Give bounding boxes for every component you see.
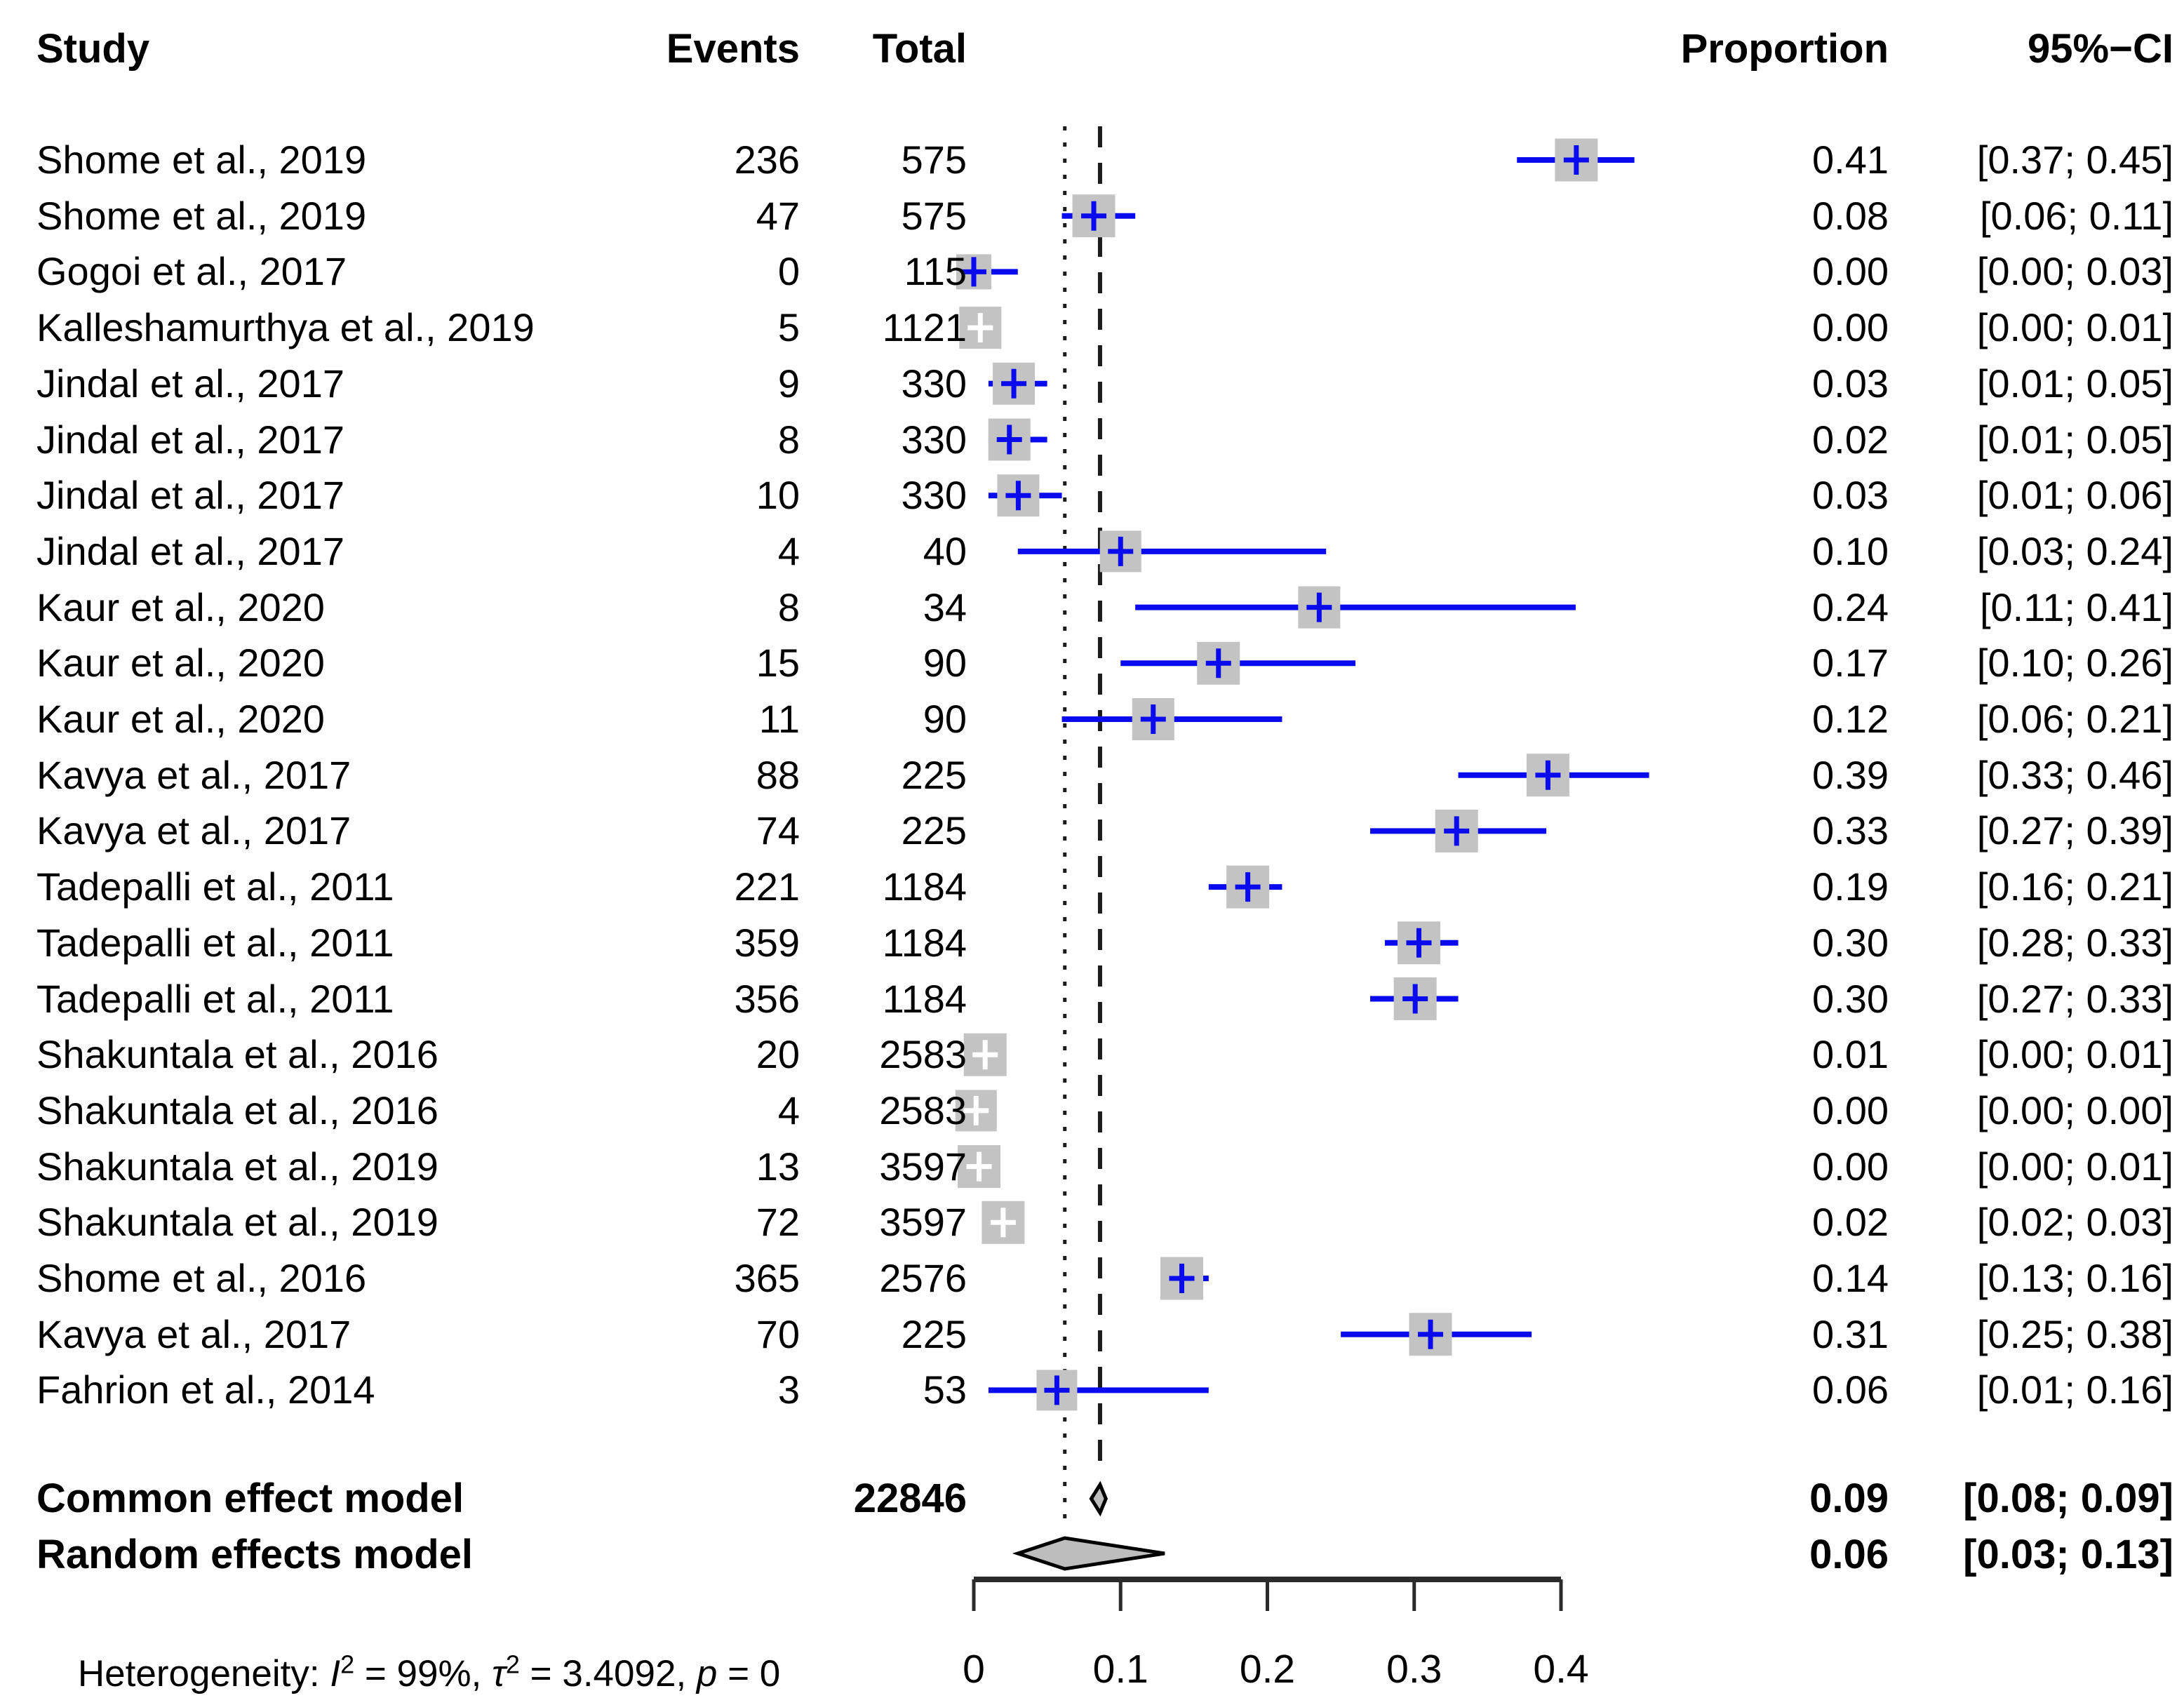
proportion-value: 0.00 [1812, 305, 1889, 350]
x-axis-tick-label: 0.1 [1092, 1647, 1148, 1692]
tau-squared-exponent: 2 [505, 1650, 520, 1679]
header-events: Events [666, 26, 800, 72]
header-proportion: Proportion [1680, 26, 1889, 72]
common-effect-proportion: 0.09 [1809, 1476, 1889, 1521]
total-value: 40 [923, 528, 967, 573]
events-value: 72 [756, 1200, 800, 1245]
study-label: Tadepalli et al., 2011 [36, 976, 394, 1021]
study-row [0, 1194, 2184, 1250]
heterogeneity-prefix: Heterogeneity: [77, 1653, 330, 1694]
proportion-value: 0.02 [1812, 1200, 1889, 1245]
study-label: Tadepalli et al., 2011 [36, 920, 394, 965]
ci-value: [0.28; 0.33] [1976, 920, 2173, 965]
total-value: 225 [901, 1311, 967, 1356]
header-ci: 95%−CI [2028, 26, 2173, 72]
column-header-row [0, 21, 2184, 77]
ci-value: [0.06; 0.11] [1979, 193, 2173, 238]
total-value: 225 [901, 752, 967, 797]
study-row [0, 580, 2184, 636]
events-value: 20 [756, 1032, 800, 1077]
proportion-value: 0.30 [1812, 920, 1889, 965]
study-label: Kaur et al., 2020 [36, 584, 325, 629]
total-value: 3597 [879, 1200, 967, 1245]
random-effects-label: Random effects model [36, 1532, 473, 1577]
events-value: 359 [734, 920, 800, 965]
study-row [0, 1250, 2184, 1306]
events-value: 88 [756, 752, 800, 797]
study-row [0, 691, 2184, 747]
study-row [0, 1362, 2184, 1418]
study-label: Jindal et al., 2017 [36, 473, 344, 518]
proportion-value: 0.12 [1812, 697, 1889, 741]
proportion-value: 0.33 [1812, 808, 1889, 853]
total-value: 2576 [879, 1256, 967, 1300]
common-effect-total: 22846 [853, 1476, 967, 1521]
ci-value: [0.02; 0.03] [1976, 1200, 2173, 1245]
events-value: 47 [756, 193, 800, 238]
x-axis-tick-label: 0 [963, 1647, 985, 1692]
events-value: 11 [758, 697, 800, 741]
total-value: 3597 [879, 1144, 967, 1189]
study-label: Fahrion et al., 2014 [36, 1368, 375, 1412]
study-label: Jindal et al., 2017 [36, 417, 344, 462]
events-value: 221 [734, 864, 800, 909]
study-label: Jindal et al., 2017 [36, 528, 344, 573]
events-value: 3 [777, 1368, 800, 1412]
events-value: 0 [777, 249, 800, 294]
study-row [0, 300, 2184, 356]
ci-value: [0.01; 0.16] [1976, 1368, 2173, 1412]
events-value: 74 [756, 808, 800, 853]
total-value: 1121 [882, 305, 967, 350]
ci-value: [0.01; 0.06] [1976, 473, 2173, 518]
header-total: Total [872, 26, 967, 72]
study-row [0, 243, 2184, 300]
ci-value: [0.10; 0.26] [1976, 641, 2173, 686]
proportion-value: 0.10 [1812, 528, 1889, 573]
study-label: Kavya et al., 2017 [36, 752, 351, 797]
total-value: 1184 [882, 920, 967, 965]
study-row [0, 467, 2184, 523]
header-study: Study [36, 26, 150, 72]
ci-value: [0.27; 0.33] [1976, 976, 2173, 1021]
events-value: 356 [734, 976, 800, 1021]
events-value: 8 [777, 584, 800, 629]
ci-value: [0.27; 0.39] [1976, 808, 2173, 853]
proportion-value: 0.08 [1812, 193, 1889, 238]
ci-value: [0.25; 0.38] [1976, 1311, 2173, 1356]
study-label: Jindal et al., 2017 [36, 361, 344, 406]
p-value: = 0 [717, 1653, 781, 1694]
ci-value: [0.01; 0.05] [1976, 361, 2173, 406]
study-label: Shakuntala et al., 2016 [36, 1088, 438, 1132]
proportion-value: 0.24 [1812, 584, 1889, 629]
total-value: 330 [901, 417, 967, 462]
study-row [0, 747, 2184, 803]
ci-value: [0.01; 0.05] [1976, 417, 2173, 462]
study-label: Kaur et al., 2020 [36, 641, 325, 686]
total-value: 90 [923, 697, 967, 741]
events-value: 15 [756, 641, 800, 686]
proportion-value: 0.06 [1812, 1368, 1889, 1412]
proportion-value: 0.41 [1812, 138, 1889, 182]
study-row [0, 915, 2184, 971]
ci-value: [0.00; 0.01] [1976, 305, 2173, 350]
total-value: 575 [901, 193, 967, 238]
events-value: 4 [777, 1088, 800, 1132]
i-squared-value: = 99%, [354, 1653, 493, 1694]
ci-value: [0.13; 0.16] [1976, 1256, 2173, 1300]
total-value: 90 [923, 641, 967, 686]
ci-value: [0.06; 0.21] [1976, 697, 2173, 741]
study-row [0, 412, 2184, 468]
proportion-value: 0.00 [1812, 1144, 1889, 1189]
ci-value: [0.00; 0.03] [1976, 249, 2173, 294]
study-label: Kavya et al., 2017 [36, 1311, 351, 1356]
total-value: 1184 [882, 976, 967, 1021]
proportion-value: 0.00 [1812, 249, 1889, 294]
events-value: 365 [734, 1256, 800, 1300]
study-row [0, 1306, 2184, 1363]
study-row [0, 1027, 2184, 1083]
total-value: 225 [901, 808, 967, 853]
random-effects-proportion: 0.06 [1809, 1532, 1889, 1577]
common-effect-label: Common effect model [36, 1476, 464, 1521]
ci-value: [0.11; 0.41] [1979, 584, 2173, 629]
random-effects-row [0, 1527, 2184, 1583]
common-effect-row [0, 1471, 2184, 1527]
events-value: 5 [777, 305, 800, 350]
random-effects-ci: [0.03; 0.13] [1963, 1532, 2173, 1577]
x-axis-tick-label: 0.2 [1239, 1647, 1296, 1692]
study-row [0, 635, 2184, 691]
study-label: Shome et al., 2016 [36, 1256, 367, 1300]
p-symbol: p [696, 1653, 718, 1694]
proportion-value: 0.31 [1812, 1311, 1889, 1356]
ci-value: [0.00; 0.01] [1976, 1144, 2173, 1189]
proportion-value: 0.39 [1812, 752, 1889, 797]
study-row [0, 132, 2184, 188]
ci-value: [0.03; 0.24] [1976, 528, 2173, 573]
heterogeneity-note [36, 1594, 781, 1694]
study-label: Tadepalli et al., 2011 [36, 864, 394, 909]
study-row [0, 356, 2184, 412]
i-squared-symbol: I [330, 1653, 341, 1694]
events-value: 8 [777, 417, 800, 462]
proportion-value: 0.30 [1812, 976, 1889, 1021]
study-label: Gogoi et al., 2017 [36, 249, 347, 294]
total-value: 53 [923, 1368, 967, 1412]
events-value: 13 [756, 1144, 800, 1189]
proportion-value: 0.14 [1812, 1256, 1889, 1300]
ci-value: [0.00; 0.01] [1976, 1032, 2173, 1077]
study-label: Shome et al., 2019 [36, 138, 367, 182]
proportion-value: 0.01 [1812, 1032, 1889, 1077]
study-label: Shakuntala et al., 2019 [36, 1200, 438, 1245]
study-row [0, 971, 2184, 1027]
total-value: 330 [901, 473, 967, 518]
common-effect-ci: [0.08; 0.09] [1963, 1476, 2173, 1521]
events-value: 10 [756, 473, 800, 518]
proportion-value: 0.17 [1812, 641, 1889, 686]
study-row [0, 859, 2184, 915]
total-value: 2583 [879, 1088, 967, 1132]
ci-value: [0.00; 0.00] [1976, 1088, 2173, 1132]
study-label: Kavya et al., 2017 [36, 808, 351, 853]
events-value: 70 [756, 1311, 800, 1356]
proportion-value: 0.03 [1812, 361, 1889, 406]
study-label: Kaur et al., 2020 [36, 697, 325, 741]
study-row [0, 803, 2184, 859]
events-value: 9 [777, 361, 800, 406]
proportion-value: 0.19 [1812, 864, 1889, 909]
i-squared-exponent: 2 [340, 1650, 355, 1679]
study-label: Shakuntala et al., 2019 [36, 1144, 438, 1189]
proportion-value: 0.00 [1812, 1088, 1889, 1132]
proportion-value: 0.03 [1812, 473, 1889, 518]
ci-value: [0.37; 0.45] [1976, 138, 2173, 182]
total-value: 115 [904, 249, 967, 294]
tau-squared-value: = 3.4092, [519, 1653, 697, 1694]
study-row [0, 1083, 2184, 1139]
x-axis-tick-label: 0.4 [1533, 1647, 1589, 1692]
study-label: Shome et al., 2019 [36, 193, 367, 238]
total-value: 330 [901, 361, 967, 406]
study-row [0, 1139, 2184, 1195]
study-label: Shakuntala et al., 2016 [36, 1032, 438, 1077]
total-value: 34 [923, 584, 967, 629]
proportion-value: 0.02 [1812, 417, 1889, 462]
total-value: 575 [901, 138, 967, 182]
total-value: 1184 [882, 864, 967, 909]
ci-value: [0.16; 0.21] [1976, 864, 2173, 909]
study-row [0, 523, 2184, 580]
study-label: Kalleshamurthya et al., 2019 [36, 305, 535, 350]
x-axis-tick-label: 0.3 [1386, 1647, 1442, 1692]
tau-squared-symbol: τ [492, 1653, 506, 1694]
study-row [0, 188, 2184, 244]
events-value: 4 [777, 528, 800, 573]
ci-value: [0.33; 0.46] [1976, 752, 2173, 797]
events-value: 236 [734, 138, 800, 182]
total-value: 2583 [879, 1032, 967, 1077]
